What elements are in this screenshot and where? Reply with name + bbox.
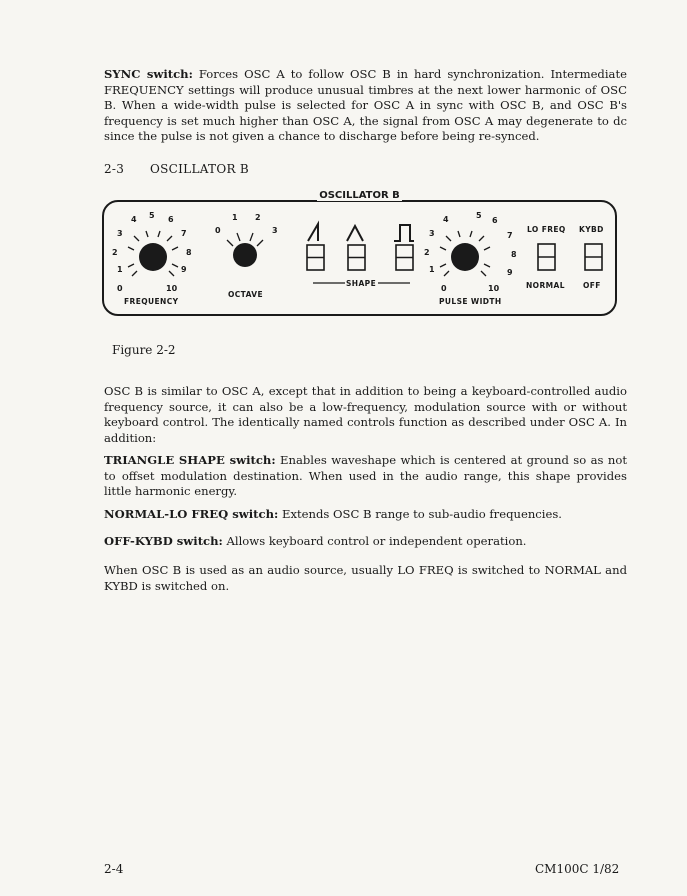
- pw-tick-0: 0: [441, 284, 447, 293]
- lo-freq-normal-switch[interactable]: [538, 244, 555, 270]
- normal-lo-freq-paragraph: [104, 507, 627, 523]
- kybd-term: OFF-KYBD switch:: [104, 534, 223, 548]
- sync-body: Forces OSC A to follow OSC B in hard synchronization. Intermediate FREQUENCY settings will produce unusual timbres at the next lower harmonic of OSC B. When a wide-width pulse is selected for OSC A in sync with OSC B, and OSC B's frequency is set much higher than OSC A, the signal from OSC A may degenerate to dc since the pulse is not given a chance to discharge before being re-synced.: [104, 67, 627, 143]
- document-id: CM100C 1/82: [535, 862, 620, 876]
- panel-title: OSCILLATOR B: [319, 190, 400, 201]
- pw-tick-2: 2: [424, 248, 430, 257]
- triangle-wave-icon: [347, 226, 363, 241]
- page-number: 2-4: [104, 862, 124, 876]
- pw-tick-3: 3: [429, 229, 435, 238]
- off-kybd-paragraph: [104, 534, 627, 550]
- freq-tick-1: 1: [117, 265, 123, 274]
- shape-label: SHAPE: [346, 279, 377, 288]
- sawtooth-shape-switch[interactable]: [307, 245, 324, 270]
- osc-b-intro-paragraph: OSC B is similar to OSC A, except that in addition to being a keyboard-controlled audio frequency source, it can also be a low-frequency, modulation source with or without keyboard control. The identically named controls function as described under OSC A. In addition:: [104, 384, 627, 445]
- pw-tick-8: 8: [511, 250, 517, 259]
- octave-tick-0: 0: [215, 226, 221, 235]
- pulse-shape-switch[interactable]: [396, 245, 413, 270]
- normal-label: NORMAL: [526, 281, 565, 290]
- freq-tick-4: 4: [131, 215, 137, 224]
- triangle-paragraph: [104, 453, 627, 500]
- figure-caption: Figure 2-2: [112, 343, 176, 357]
- pw-tick-10: 10: [488, 284, 500, 293]
- section-number: 2-3: [104, 162, 125, 176]
- audio-source-paragraph: When OSC B is used as an audio source, usually LO FREQ is switched to NORMAL and KYBD is switched on.: [104, 563, 627, 593]
- freq-tick-7: 7: [181, 229, 187, 238]
- pulse-width-label: PULSE WIDTH: [439, 297, 502, 306]
- lo-freq-label: LO FREQ: [527, 225, 566, 234]
- freq-tick-3: 3: [117, 229, 123, 238]
- normal-term: NORMAL-LO FREQ switch:: [104, 507, 279, 521]
- octave-tick-2: 2: [255, 213, 261, 222]
- octave-tick-3: 3: [272, 226, 278, 235]
- freq-tick-10: 10: [166, 284, 178, 293]
- freq-tick-0: 0: [117, 284, 123, 293]
- pw-tick-7: 7: [507, 231, 513, 240]
- freq-tick-2: 2: [112, 248, 118, 257]
- kybd-label: KYBD: [579, 225, 604, 234]
- pw-tick-4: 4: [443, 215, 449, 224]
- freq-tick-8: 8: [186, 248, 192, 257]
- octave-label: OCTAVE: [228, 290, 264, 299]
- freq-tick-9: 9: [181, 265, 187, 274]
- octave-knob[interactable]: [227, 233, 263, 267]
- pulse-wave-icon: [394, 225, 414, 241]
- frequency-label: FREQUENCY: [124, 297, 179, 306]
- octave-tick-1: 1: [232, 213, 238, 222]
- frequency-knob[interactable]: [128, 231, 178, 276]
- sawtooth-wave-icon: [308, 224, 318, 241]
- off-label: OFF: [583, 281, 601, 290]
- pw-tick-6: 6: [492, 216, 498, 225]
- pw-tick-5: 5: [476, 211, 482, 220]
- freq-tick-6: 6: [168, 215, 174, 224]
- triangle-term: TRIANGLE SHAPE switch:: [104, 453, 276, 467]
- kybd-body: Allows keyboard control or independent operation.: [226, 534, 527, 548]
- normal-body: Extends OSC B range to sub-audio frequencies.: [281, 507, 562, 521]
- freq-tick-5: 5: [149, 211, 155, 220]
- pulse-width-knob[interactable]: [440, 231, 490, 276]
- sync-term: SYNC switch:: [104, 67, 193, 81]
- pw-tick-9: 9: [507, 268, 513, 277]
- kybd-off-switch[interactable]: [585, 244, 602, 270]
- triangle-shape-switch[interactable]: [348, 245, 365, 270]
- pw-tick-1: 1: [429, 265, 435, 274]
- section-title: OSCILLATOR B: [150, 162, 250, 176]
- triangle-body: Enables waveshape which is centered at ground so as not to offset modulation destination. When used in the audio range, this shape provides little harmonic energy.: [104, 453, 628, 498]
